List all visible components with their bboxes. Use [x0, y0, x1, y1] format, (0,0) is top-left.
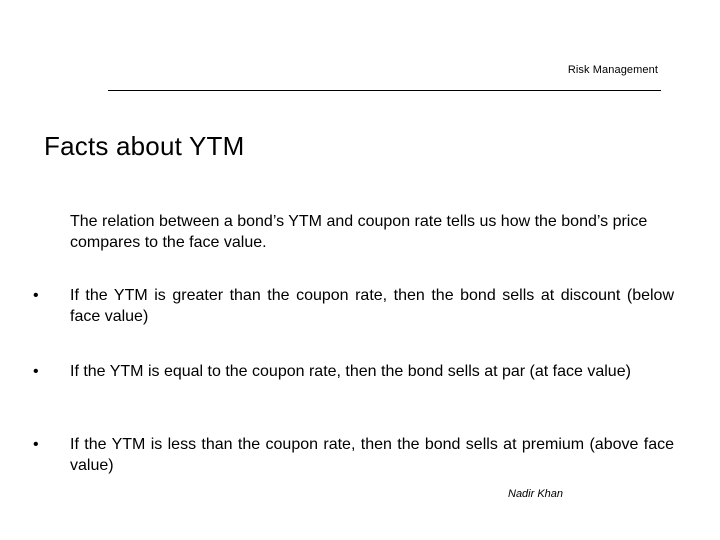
header-label: Risk Management: [567, 64, 658, 76]
bullet-marker: •: [33, 287, 39, 304]
footer-author: Nadir Khan: [508, 488, 564, 500]
bullet-text-premium: If the YTM is less than the coupon rate, then the bond sells at premium (above face value): [70, 436, 674, 474]
intro-paragraph: The relation between a bond’s YTM and coupon rate tells us how the bond’s price compares to the face value.: [70, 213, 648, 251]
header-divider: [108, 90, 661, 91]
slide-title: Facts about YTM: [44, 131, 245, 161]
bullet-marker: •: [33, 436, 39, 453]
bullet-text-par: If the YTM is equal to the coupon rate, then the bond sells at par (at face value): [70, 363, 631, 380]
bullet-text-discount: If the YTM is greater than the coupon rate, then the bond sells at discount (below face value): [70, 287, 674, 325]
bullet-marker: •: [33, 363, 39, 380]
